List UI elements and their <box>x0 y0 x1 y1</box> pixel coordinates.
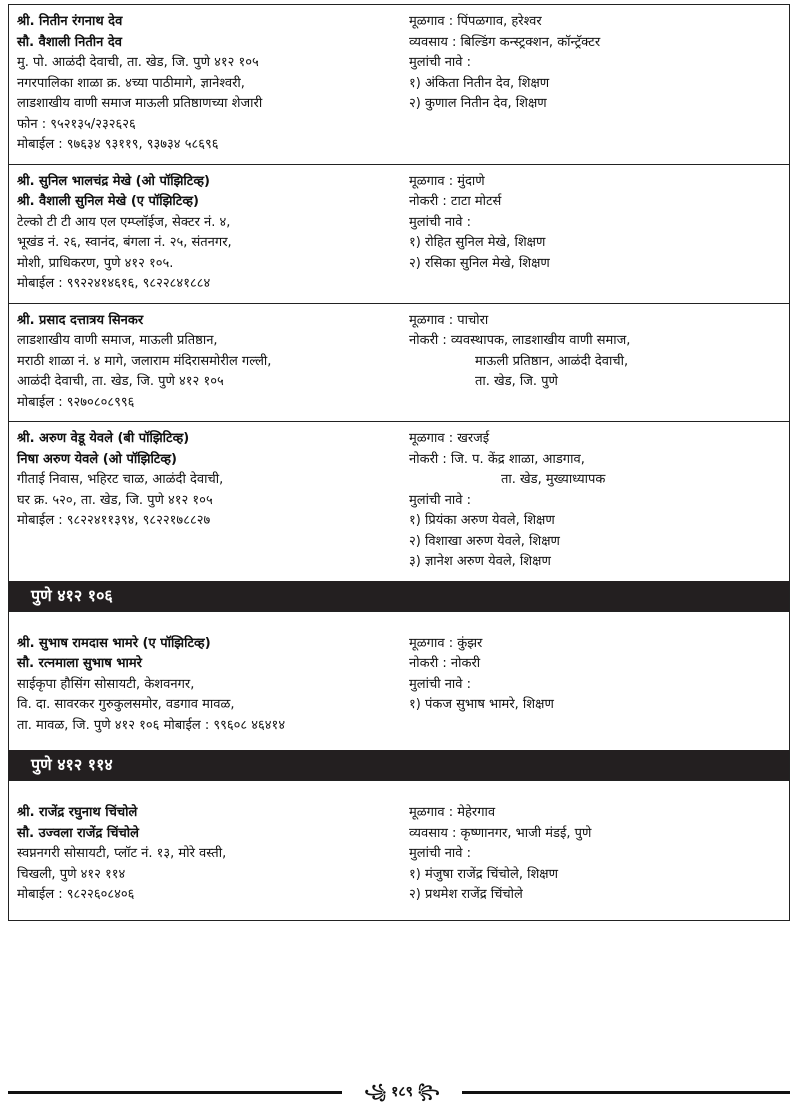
family-line: मूळगाव : कुंझर <box>409 635 483 651</box>
contact-line: मोबाईल : ९२७०८०८९९६ <box>17 394 135 410</box>
family-line: मूळगाव : पाचोरा <box>409 312 489 328</box>
contact-line: स्वप्ननगरी सोसायटी, प्लॉट नं. १३, मोरे वस्ती, <box>17 846 227 861</box>
contact-line: ता. मावळ, जि. पुणे ४१२ १०६ मोबाईल : ९९६०८ ४६४१४ <box>17 717 286 733</box>
contact-line: चिखली, पुणे ४१२ ११४ <box>17 866 126 882</box>
contact-line: वि. दा. सावरकर गुरुकुलसमोर, वडगाव मावळ, <box>17 697 235 712</box>
section-heading-412114: पुणे ४१२ ११४ <box>8 750 790 780</box>
family-line: व्यवसाय : कृष्णानगर, भाजी मंडई, पुणे <box>409 825 592 841</box>
family-line: नोकरी : टाटा मोटर्स <box>409 194 502 209</box>
contact-line: सौ. उज्वला राजेंद्र चिंचोले <box>17 825 139 841</box>
contact-details <box>17 803 409 906</box>
family-line: नोकरी : व्यवस्थापक, लाडशाखीय वाणी समाज, <box>409 333 631 348</box>
family-line: २) रसिका सुनिल मेखे, शिक्षण <box>409 255 550 271</box>
contact-line: भूखंड नं. २६, स्वानंद, बंगला नं. २५, संतनगर, <box>17 235 232 250</box>
family-line: ता. खेड, मुख्याध्यापक <box>501 472 606 487</box>
contact-line: सौ. रत्नमाला सुभाष भामरे <box>17 656 142 671</box>
directory-entry <box>8 164 790 303</box>
family-line: मूळगाव : मेहेरगाव <box>409 805 496 820</box>
contact-line: लाडशाखीय वाणी समाज, माऊली प्रतिष्ठान, <box>17 333 218 348</box>
family-details <box>409 429 779 573</box>
contact-details <box>17 311 409 414</box>
family-line: माऊली प्रतिष्ठान, आळंदी देवाची, <box>475 353 629 369</box>
family-line: मुलांची नावे : <box>409 55 472 70</box>
family-line: १) रोहित सुनिल मेखे, शिक्षण <box>409 235 546 250</box>
family-line: मूळगाव : खरजई <box>409 431 490 446</box>
directory-entry <box>8 780 790 921</box>
family-details <box>409 311 779 414</box>
page-footer <box>8 1082 790 1102</box>
contact-line: श्री. राजेंद्र रघुनाथ चिंचोले <box>17 805 138 820</box>
family-line: ता. खेड, जि. पुणे <box>475 374 558 389</box>
contact-line: फोन : ९५२१३५/२३२६२६ <box>17 116 136 132</box>
family-line: मुलांची नावे : <box>409 846 472 861</box>
family-details <box>409 12 779 156</box>
family-line: व्यवसाय : बिल्डिंग कन्स्ट्रक्शन, कॉन्ट्रॅक्टर <box>409 34 601 50</box>
contact-line: श्री. प्रसाद दत्तात्रय सिनकर <box>17 312 144 328</box>
contact-details <box>17 634 409 737</box>
family-line: मुलांची नावे : <box>409 676 472 692</box>
footer-rule-right <box>462 1091 790 1094</box>
contact-line: गीताई निवास, भहिरट चाळ, आळंदी देवाची, <box>17 472 224 487</box>
contact-line: मोशी, प्राधिकरण, पुणे ४१२ १०५. <box>17 255 174 271</box>
contact-line: आळंदी देवाची, ता. खेड, जि. पुणे ४१२ १०५ <box>17 374 224 389</box>
family-line: मूळगाव : पिंपळगाव, हरेश्वर <box>409 14 542 29</box>
section-412106-entries <box>8 611 790 751</box>
contact-line: नगरपालिका शाळा क्र. ४च्या पाठीमागे, ज्ञानेश्वरी, <box>17 75 245 91</box>
contact-line: लाडशाखीय वाणी समाज माऊली प्रतिष्ठाणच्या शेजारी <box>17 96 263 111</box>
family-line: १) अंकिता नितीन देव, शिक्षण <box>409 75 550 91</box>
family-line: नोकरी : नोकरी <box>409 656 481 671</box>
family-line: २) कुणाल नितीन देव, शिक्षण <box>409 96 547 111</box>
contact-line: मोबाईल : ९८२२४११३९४, ९८२२१७८८२७ <box>17 513 211 528</box>
section-412114-entries <box>8 780 790 921</box>
contact-line: श्री. सुभाष रामदास भामरे (ए पॉझिटिव्ह) <box>17 635 211 651</box>
family-details <box>409 803 779 906</box>
directory-entry <box>8 4 790 164</box>
contact-line: घर क्र. ५२०, ता. खेड, जि. पुणे ४१२ १०५ <box>17 492 213 508</box>
contact-line: टेल्को टी टी आय एल एम्प्लॉईज, सेक्टर नं. ४, <box>17 214 231 230</box>
family-line: १) प्रियंका अरुण येवले, शिक्षण <box>409 513 555 528</box>
family-line: १) पंकज सुभाष भामरे, शिक्षण <box>409 697 554 712</box>
directory-entry <box>8 611 790 751</box>
page-number <box>342 1082 462 1102</box>
contact-line: निषा अरुण येवले (ओ पॉझिटिव्ह) <box>17 451 177 467</box>
family-line: २) विशाखा अरुण येवले, शिक्षण <box>409 533 560 549</box>
family-details <box>409 172 779 295</box>
contact-line: श्री. नितीन रंगनाथ देव <box>17 14 123 29</box>
contact-line: मोबाईल : ९७६३४ ९३११९, ९३७३४ ५८६९६ <box>17 137 219 152</box>
contact-line: मराठी शाळा नं. ४ मागे, जलाराम मंदिरासमोरील गल्ली, <box>17 353 272 369</box>
ornament-right-icon: ꧂ <box>417 1084 440 1100</box>
entries-list <box>8 4 790 581</box>
contact-line: सौ. वैशाली नितीन देव <box>17 34 122 50</box>
footer-rule-left <box>8 1091 342 1094</box>
contact-details <box>17 172 409 295</box>
contact-line: श्री. अरुण वेडू येवले (बी पॉझिटिव्ह) <box>17 431 190 446</box>
family-line: मूळगाव : मुंदाणे <box>409 173 485 189</box>
family-line: १) मंजुषा राजेंद्र चिंचोले, शिक्षण <box>409 866 559 882</box>
directory-entry <box>8 421 790 581</box>
family-details <box>409 634 779 737</box>
section-heading-412106: पुणे ४१२ १०६ <box>8 581 790 611</box>
contact-line: श्री. वैशाली सुनिल मेखे (ए पॉझिटिव्ह) <box>17 194 199 209</box>
family-line: २) प्रथमेश राजेंद्र चिंचोले <box>409 887 523 902</box>
directory-entry <box>8 303 790 422</box>
contact-line: साईकृपा हौसिंग सोसायटी, केशवनगर, <box>17 676 195 692</box>
contact-details <box>17 12 409 156</box>
ornament-left-icon: ꧁ <box>364 1084 387 1100</box>
contact-line: मोबाईल : ९८२२६०८४०६ <box>17 887 135 902</box>
family-line: नोकरी : जि. प. केंद्र शाळा, आडगाव, <box>409 451 585 467</box>
contact-line: मु. पो. आळंदी देवाची, ता. खेड, जि. पुणे ४१२ १०५ <box>17 55 259 70</box>
contact-line: मोबाईल : ९९२२४१४६१६, ९८२२८४१८८४ <box>17 276 211 291</box>
contact-line: श्री. सुनिल भालचंद्र मेखे (ओ पॉझिटिव्ह) <box>17 173 210 189</box>
family-line: ३) ज्ञानेश अरुण येवले, शिक्षण <box>409 554 551 569</box>
page-number-text: १८९ <box>391 1084 413 1100</box>
directory-page <box>8 4 790 921</box>
family-line: मुलांची नावे : <box>409 214 472 230</box>
family-line: मुलांची नावे : <box>409 492 472 508</box>
contact-details <box>17 429 409 573</box>
